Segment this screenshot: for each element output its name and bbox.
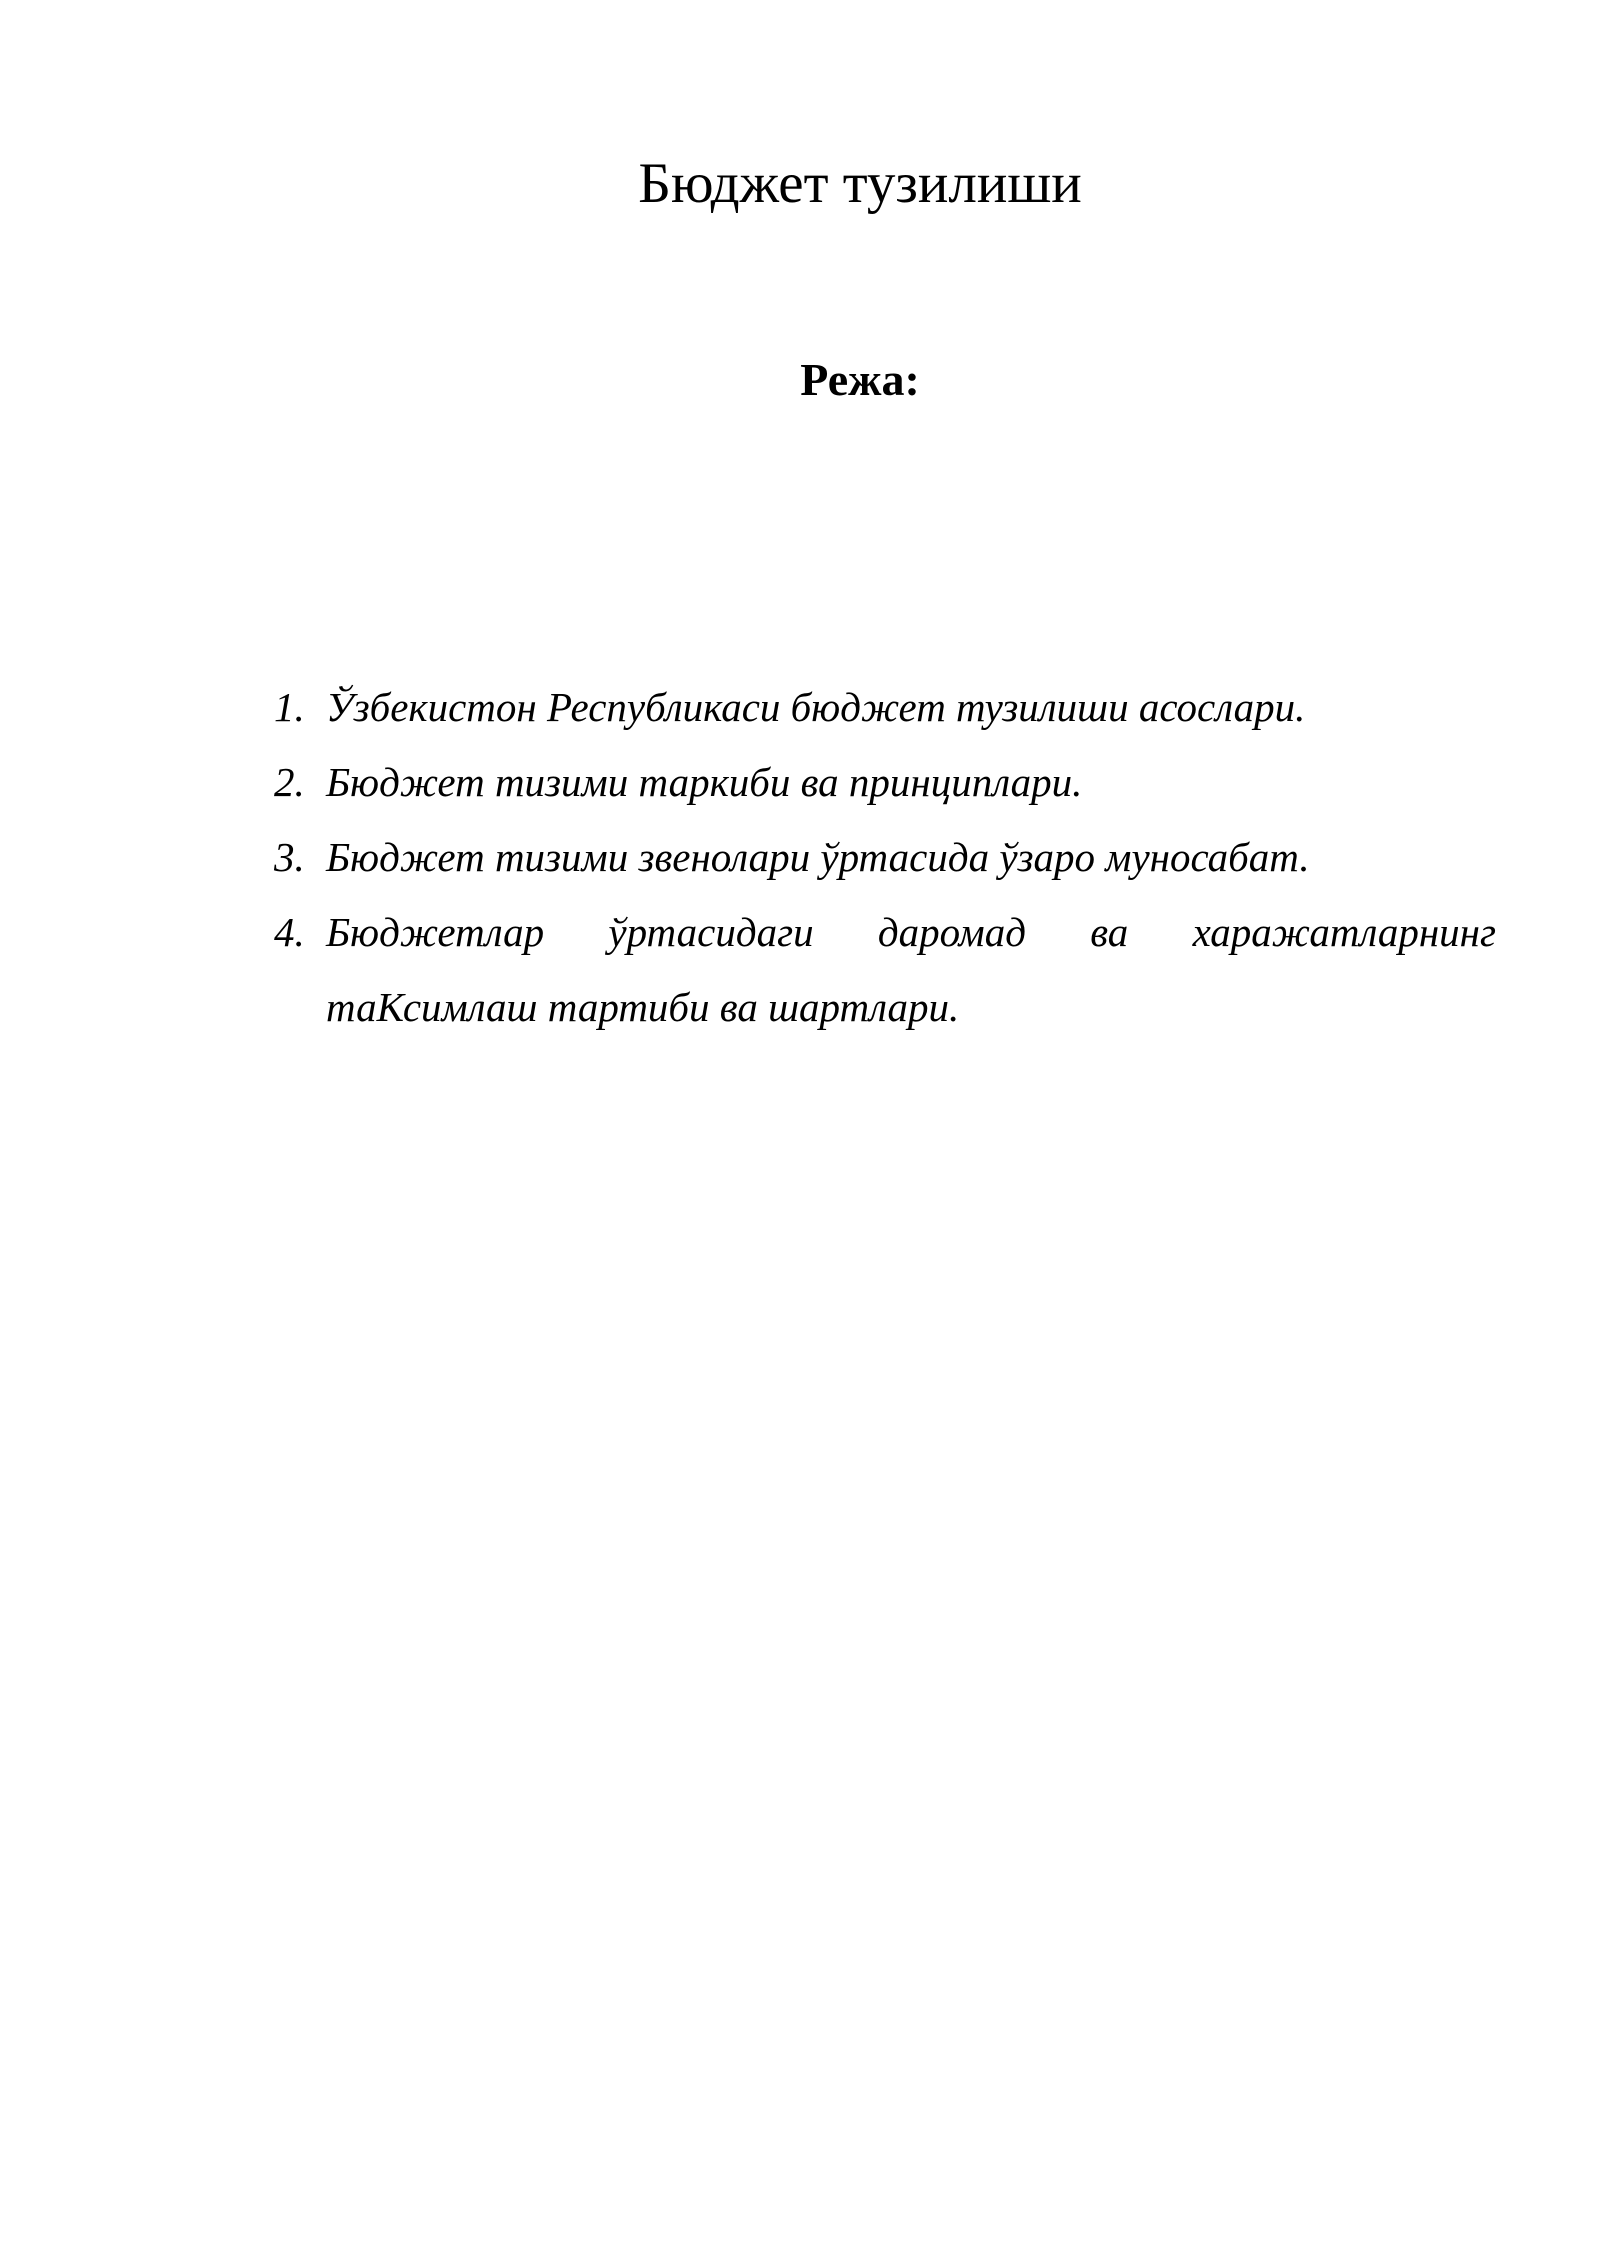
- plan-item-number: 3.: [274, 834, 305, 880]
- plan-item-number: 1.: [274, 684, 305, 730]
- plan-item-text: Бюджетлар ўртасидаги даромад ва харажатларнинг таКсимлаш тартиби ва шартлари.: [326, 909, 1496, 1030]
- document-title: Бюджет тузилиши: [638, 152, 1082, 215]
- plan-item-text: Бюджет тизими звенолари ўртасида ўзаро муносабат.: [326, 834, 1310, 880]
- plan-item-3: [274, 820, 1496, 895]
- plan-item-2: [274, 745, 1496, 820]
- plan-item-text: Ўзбекистон Республикаси бюджет тузилиши асослари.: [326, 684, 1306, 730]
- plan-item-1: [274, 670, 1496, 745]
- plan-heading: Режа:: [800, 354, 920, 405]
- plan-item-number: 2.: [274, 759, 305, 805]
- plan-list: [274, 670, 1496, 1045]
- plan-item-text: Бюджет тизими таркиби ва принциплари.: [326, 759, 1083, 805]
- plan-item-4: [274, 895, 1496, 1045]
- plan-item-number: 4.: [274, 909, 305, 955]
